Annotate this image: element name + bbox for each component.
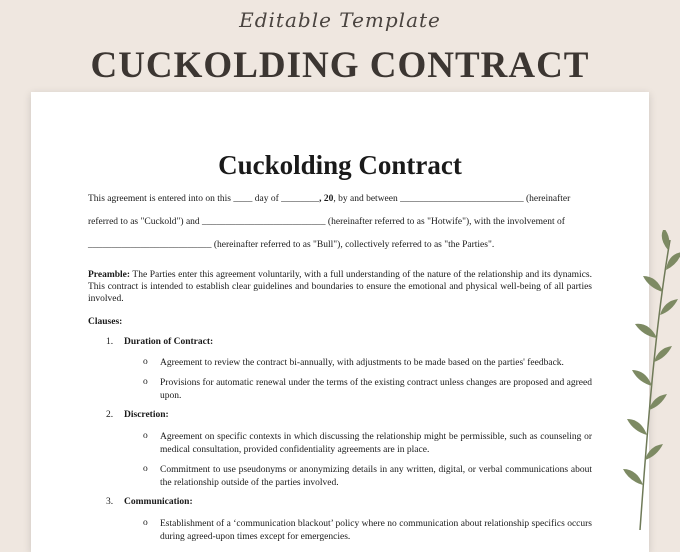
intro-line-1: This agreement is entered into on this ____ day of ________, 20, by and between __________________________ (hereinafter <box>88 194 571 204</box>
clause-item: Establishment of a ‘communication blackout’ policy where no communication about relationship specifics occurs during agreed-upon times except for emergencies. <box>160 519 592 542</box>
section-heading: Duration of Contract: <box>124 337 214 347</box>
section-heading: Discretion: <box>124 410 169 420</box>
document-title: Cuckolding Contract <box>218 150 462 180</box>
bullet-marker: o <box>143 518 148 528</box>
clauses-heading: Clauses: <box>88 317 123 327</box>
banner-script-text: Editable Template <box>239 8 441 32</box>
section-heading: Communication: <box>124 497 193 507</box>
clause-item: Commitment to use pseudonyms or anonymizing details in any written, digital, or verbal communications about the relationship outside of the parties involved. <box>160 465 592 488</box>
clause-item: Agreement on specific contexts in which discussing the relationship might be permissible, such as counseling or medical consultation, provided confidentiality agreements are in place. <box>160 432 592 455</box>
bullet-marker: o <box>143 431 148 441</box>
intro-line-3: __________________________ (hereinafter referred to as "Bull"), collectively referred to as "the Parties". <box>88 240 495 250</box>
olive-sprig-decoration <box>610 230 680 540</box>
clause-item: Provisions for automatic renewal under the terms of the existing contract unless changes are proposed and agreed upon. <box>160 378 592 401</box>
section-number: 2. <box>106 410 114 420</box>
section-number: 3. <box>106 497 114 507</box>
clause-item: Agreement to review the contract bi-annually, with adjustments to be made based on the parties' feedback. <box>160 358 564 368</box>
bullet-marker: o <box>143 377 148 387</box>
preamble-label: Preamble: <box>88 270 131 280</box>
section-number: 1. <box>106 337 114 347</box>
intro-line-2: referred to as "Cuckold") and __________________________ (hereinafter referred to as "Hotwife"), with the involvement of <box>88 217 565 227</box>
bullet-marker: o <box>143 357 148 367</box>
banner-title: CUCKOLDING CONTRACT <box>90 45 590 86</box>
bullet-marker: o <box>143 464 148 474</box>
preamble-paragraph: Preamble: The Parties enter this agreement voluntarily, with a full understanding of the nature of the relationship and its dynamics. This contract is intended to establish clear guidelines and boundaries to ensure the emotional and physical well-being of all parties involved. <box>88 270 592 304</box>
document-page <box>31 92 649 552</box>
